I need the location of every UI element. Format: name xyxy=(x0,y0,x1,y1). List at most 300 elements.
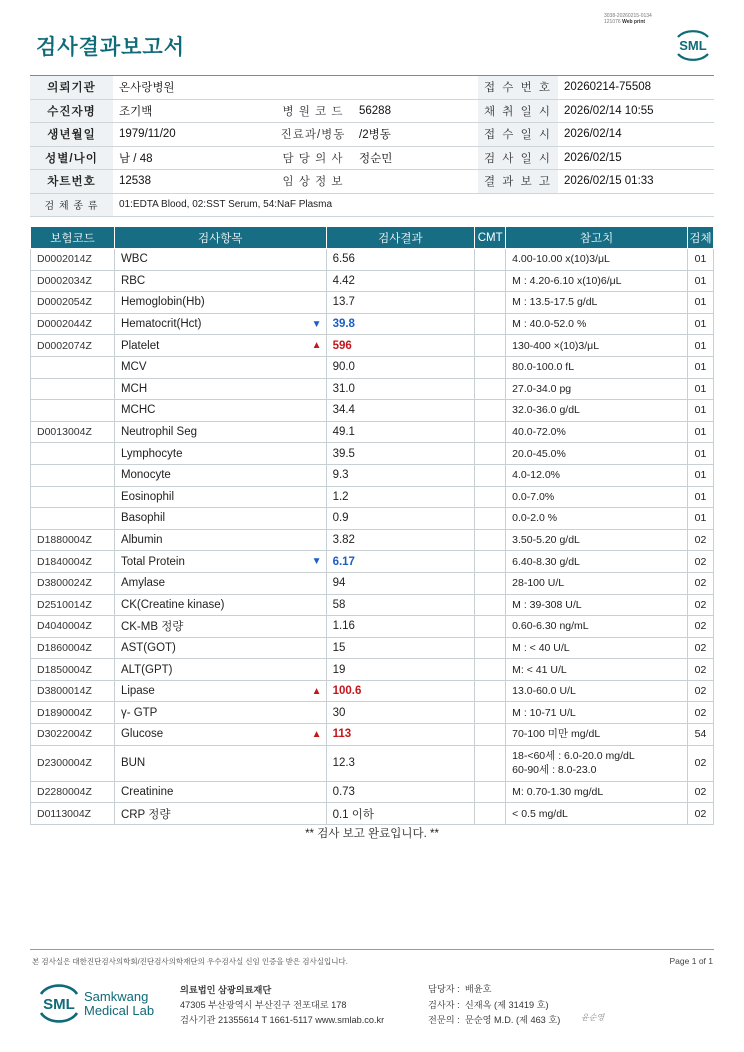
cmt-cell xyxy=(475,616,506,638)
test-name: Amylase xyxy=(120,577,166,590)
low-flag-icon: ▼ xyxy=(311,318,322,330)
specimen-code: 01 xyxy=(687,378,713,400)
test-item xyxy=(114,508,326,530)
specimen-code: 02 xyxy=(687,594,713,616)
result-row xyxy=(31,464,714,486)
result-value: 0.1 이하 xyxy=(332,808,374,821)
test-item xyxy=(114,486,326,508)
result-value: 0.73 xyxy=(332,785,355,798)
test-name: MCH xyxy=(120,382,148,395)
cmt-cell xyxy=(475,529,506,551)
specimen-code: 02 xyxy=(687,572,713,594)
result-row xyxy=(31,292,714,314)
result-row xyxy=(31,594,714,616)
info-label: 병 원 코 드 xyxy=(273,99,353,123)
specimen-code: 02 xyxy=(687,680,713,702)
specimen-code: 01 xyxy=(687,249,713,271)
result-row xyxy=(31,400,714,422)
test-item xyxy=(114,249,326,271)
test-result xyxy=(326,637,475,659)
result-value: 34.4 xyxy=(332,404,355,417)
result-value: 90.0 xyxy=(332,361,355,374)
reference-range: 4.00-10.00 x(10)3/μL xyxy=(506,249,688,271)
cmt-cell xyxy=(475,270,506,292)
insurance-code xyxy=(31,443,115,465)
reference-range: 80.0-100.0 fL xyxy=(506,356,688,378)
specimen-code: 02 xyxy=(687,616,713,638)
result-value: 19 xyxy=(332,663,346,676)
sml-logo xyxy=(672,27,714,63)
reference-range: M : < 40 U/L xyxy=(506,637,688,659)
info-value: 2026/02/15 01:33 xyxy=(558,170,714,194)
info-row xyxy=(30,123,714,147)
test-result xyxy=(326,702,475,724)
info-row xyxy=(30,76,714,100)
test-name: Eosinophil xyxy=(120,490,175,503)
result-value: 1.16 xyxy=(332,620,355,633)
result-value: 13.7 xyxy=(332,296,355,309)
test-name: MCHC xyxy=(120,404,156,417)
info-label xyxy=(273,76,353,100)
specimen-code: 54 xyxy=(687,724,713,746)
specimen-code: 02 xyxy=(687,529,713,551)
cmt-cell xyxy=(475,803,506,825)
result-value: 39.5 xyxy=(332,447,355,460)
corp-info: 의료법인 삼광의료재단 47305 부산광역시 부산진구 전포대로 178 검사기관 21355614 T 1661-5117 www.smlab.co.kr xyxy=(180,985,385,1025)
test-item xyxy=(114,335,326,357)
test-item xyxy=(114,781,326,803)
insurance-code: D1840004Z xyxy=(31,551,115,573)
result-row xyxy=(31,702,714,724)
test-result xyxy=(326,292,475,314)
insurance-code: D2510014Z xyxy=(31,594,115,616)
specimen-row xyxy=(30,193,714,217)
reference-range: 28-100 U/L xyxy=(506,572,688,594)
test-item xyxy=(114,378,326,400)
reference-range: M : 4.20-6.10 x(10)6/μL xyxy=(506,270,688,292)
svg-text:SML: SML xyxy=(43,996,75,1013)
specimen-code: 02 xyxy=(687,745,713,781)
col-code: 보험코드 xyxy=(31,227,115,249)
result-value: 39.8 xyxy=(332,318,355,331)
reference-range: 40.0-72.0% xyxy=(506,421,688,443)
test-result xyxy=(326,378,475,400)
info-row xyxy=(30,146,714,170)
test-name: Platelet xyxy=(120,339,160,352)
cmt-cell xyxy=(475,400,506,422)
test-result xyxy=(326,803,475,825)
cmt-cell xyxy=(475,781,506,803)
test-item xyxy=(114,292,326,314)
reference-range: 18-<60세 : 6.0-20.0 mg/dL 60-90세 : 8.0-23.0 xyxy=(506,745,688,781)
reference-range: M: < 41 U/L xyxy=(506,659,688,681)
test-item xyxy=(114,443,326,465)
test-name: Lipase xyxy=(120,685,155,698)
specimen-code: 01 xyxy=(687,443,713,465)
results-header xyxy=(31,227,714,249)
footer-divider xyxy=(30,949,714,950)
result-value: 113 xyxy=(332,728,352,741)
test-name: BUN xyxy=(120,757,146,770)
test-result xyxy=(326,724,475,746)
cmt-cell xyxy=(475,356,506,378)
specimen-code: 02 xyxy=(687,659,713,681)
result-row xyxy=(31,529,714,551)
page-number: Page 1 of 1 xyxy=(669,956,713,966)
reference-range: 0.0-7.0% xyxy=(506,486,688,508)
high-flag-icon: ▲ xyxy=(311,340,322,352)
result-row xyxy=(31,616,714,638)
cmt-cell xyxy=(475,292,506,314)
result-row xyxy=(31,803,714,825)
reference-range: 27.0-34.0 pg xyxy=(506,378,688,400)
result-value: 6.56 xyxy=(332,253,355,266)
reference-range: 130-400 ×(10)3/μL xyxy=(506,335,688,357)
insurance-code xyxy=(31,400,115,422)
info-label: 의뢰기관 xyxy=(30,76,113,100)
reference-range: M : 10-71 U/L xyxy=(506,702,688,724)
test-item xyxy=(114,637,326,659)
result-row xyxy=(31,486,714,508)
info-label: 수진자명 xyxy=(30,99,113,123)
result-value: 6.17 xyxy=(332,555,355,568)
result-row xyxy=(31,572,714,594)
info-value: 조기백 xyxy=(113,99,273,123)
test-item xyxy=(114,421,326,443)
test-item xyxy=(114,551,326,573)
cmt-cell xyxy=(475,421,506,443)
test-result xyxy=(326,486,475,508)
col-cmt: CMT xyxy=(475,227,506,249)
test-name: RBC xyxy=(120,274,146,287)
test-item xyxy=(114,356,326,378)
result-row xyxy=(31,508,714,530)
cmt-cell xyxy=(475,378,506,400)
test-name: Total Protein xyxy=(120,555,185,568)
reference-range: < 0.5 mg/dL xyxy=(506,803,688,825)
info-value xyxy=(353,76,478,100)
test-name: WBC xyxy=(120,253,148,266)
insurance-code xyxy=(31,508,115,530)
info-label: 생년월일 xyxy=(30,123,113,147)
specimen-code: 01 xyxy=(687,464,713,486)
test-item xyxy=(114,702,326,724)
result-row xyxy=(31,551,714,573)
insurance-code xyxy=(31,486,115,508)
cmt-cell xyxy=(475,659,506,681)
info-label: 진료과/병동 xyxy=(273,123,353,147)
print-id: 3038-20260215-0134 121076 Web print xyxy=(604,13,652,25)
test-item xyxy=(114,400,326,422)
test-item xyxy=(114,659,326,681)
specimen-code: 02 xyxy=(687,702,713,724)
high-flag-icon: ▲ xyxy=(311,729,322,741)
result-row xyxy=(31,659,714,681)
result-row xyxy=(31,781,714,803)
test-name: Hemoglobin(Hb) xyxy=(120,296,205,309)
info-value: 2026/02/14 xyxy=(558,123,714,147)
result-value: 58 xyxy=(332,598,346,611)
insurance-code: D0113004Z xyxy=(31,803,115,825)
result-row xyxy=(31,724,714,746)
result-row xyxy=(31,313,714,335)
result-row xyxy=(31,637,714,659)
info-value: 2026/02/15 xyxy=(558,146,714,170)
cmt-cell xyxy=(475,551,506,573)
insurance-code: D4040004Z xyxy=(31,616,115,638)
info-value: 2026/02/14 10:55 xyxy=(558,99,714,123)
reference-range: 13.0-60.0 U/L xyxy=(506,680,688,702)
result-value: 12.3 xyxy=(332,757,355,770)
brand-name: Samkwang Medical Lab xyxy=(84,989,155,1018)
test-result xyxy=(326,745,475,781)
test-result xyxy=(326,680,475,702)
insurance-code: D0002074Z xyxy=(31,335,115,357)
test-name: Hematocrit(Hct) xyxy=(120,318,202,331)
test-result xyxy=(326,249,475,271)
result-value: 9.3 xyxy=(332,469,349,482)
test-item xyxy=(114,616,326,638)
result-row xyxy=(31,745,714,781)
specimen-code: 01 xyxy=(687,313,713,335)
cmt-cell xyxy=(475,637,506,659)
specimen-label: 검 체 종 류 xyxy=(30,193,113,217)
result-value: 15 xyxy=(332,641,346,654)
test-result xyxy=(326,421,475,443)
test-item xyxy=(114,680,326,702)
insurance-code: D2300004Z xyxy=(31,745,115,781)
specimen-code: 01 xyxy=(687,400,713,422)
info-label: 접 수 일 시 xyxy=(478,123,558,147)
cmt-cell xyxy=(475,335,506,357)
insurance-code: D3800014Z xyxy=(31,680,115,702)
info-label: 담 당 의 사 xyxy=(273,146,353,170)
info-value: 56288 xyxy=(353,99,478,123)
info-value: 남 / 48 xyxy=(113,146,273,170)
result-value: 3.82 xyxy=(332,534,355,547)
test-name: Neutrophil Seg xyxy=(120,426,198,439)
test-result xyxy=(326,781,475,803)
test-result xyxy=(326,508,475,530)
insurance-code: D3022004Z xyxy=(31,724,115,746)
info-label: 임 상 정 보 xyxy=(273,170,353,194)
specimen-code: 02 xyxy=(687,803,713,825)
test-name: Glucose xyxy=(120,728,164,741)
test-result xyxy=(326,551,475,573)
test-result xyxy=(326,594,475,616)
info-value xyxy=(353,170,478,194)
test-name: ALT(GPT) xyxy=(120,663,173,676)
info-value: /2병동 xyxy=(353,123,478,147)
insurance-code: D1880004Z xyxy=(31,529,115,551)
test-result xyxy=(326,400,475,422)
high-flag-icon: ▲ xyxy=(311,685,322,697)
signature: 윤순영 xyxy=(581,1013,605,1022)
cmt-cell xyxy=(475,464,506,486)
test-item xyxy=(114,464,326,486)
staff-info: 담당자 : 배윤호 검사자 : 신재옥 (제 31419 호) 전문의 : 문순영 M.D. (제 463 호) xyxy=(428,984,561,1025)
specimen-code: 02 xyxy=(687,781,713,803)
test-name: CK-MB 정량 xyxy=(120,621,184,634)
test-name: Creatinine xyxy=(120,785,174,798)
info-value: 1979/11/20 xyxy=(113,123,273,147)
specimen-code: 01 xyxy=(687,508,713,530)
test-result xyxy=(326,616,475,638)
test-name: Basophil xyxy=(120,512,166,525)
result-value: 4.42 xyxy=(332,274,355,287)
info-label: 차트번호 xyxy=(30,170,113,194)
test-result xyxy=(326,443,475,465)
test-result xyxy=(326,464,475,486)
col-result: 검사결과 xyxy=(326,227,475,249)
cmt-cell xyxy=(475,508,506,530)
cmt-cell xyxy=(475,249,506,271)
reference-range: M: 0.70-1.30 mg/dL xyxy=(506,781,688,803)
reference-range: 6.40-8.30 g/dL xyxy=(506,551,688,573)
reference-range: 3.50-5.20 g/dL xyxy=(506,529,688,551)
cmt-cell xyxy=(475,486,506,508)
test-name: Monocyte xyxy=(120,469,171,482)
col-ref: 참고치 xyxy=(506,227,688,249)
cmt-cell xyxy=(475,745,506,781)
info-label: 채 취 일 시 xyxy=(478,99,558,123)
insurance-code: D1850004Z xyxy=(31,659,115,681)
test-item xyxy=(114,803,326,825)
reference-range: 0.60-6.30 ng/mL xyxy=(506,616,688,638)
info-value: 온사랑병원 xyxy=(113,76,273,100)
result-row xyxy=(31,680,714,702)
specimen-code: 02 xyxy=(687,637,713,659)
test-name: γ- GTP xyxy=(120,706,158,719)
col-item: 검사항목 xyxy=(114,227,326,249)
result-row xyxy=(31,421,714,443)
info-row xyxy=(30,99,714,123)
accreditation-note: 본 검사실은 대한진단검사의학회/진단검사의학재단의 우수검사실 신임 인증을 받은 검사실입니다. xyxy=(32,957,348,966)
specimen-code: 01 xyxy=(687,292,713,314)
test-item xyxy=(114,745,326,781)
info-value: 정순민 xyxy=(353,146,478,170)
result-value: 94 xyxy=(332,577,346,590)
svg-text:SML: SML xyxy=(679,38,707,53)
insurance-code: D1890004Z xyxy=(31,702,115,724)
info-label: 접 수 번 호 xyxy=(478,76,558,100)
test-result xyxy=(326,313,475,335)
test-name: CRP 정량 xyxy=(120,808,171,821)
result-row xyxy=(31,335,714,357)
patient-info-table xyxy=(30,75,714,217)
insurance-code: D0002044Z xyxy=(31,313,115,335)
test-result xyxy=(326,356,475,378)
cmt-cell xyxy=(475,724,506,746)
test-item xyxy=(114,270,326,292)
result-row xyxy=(31,249,714,271)
reference-range: 20.0-45.0% xyxy=(506,443,688,465)
reference-range: M : 39-308 U/L xyxy=(506,594,688,616)
insurance-code: D0002054Z xyxy=(31,292,115,314)
insurance-code: D0013004Z xyxy=(31,421,115,443)
insurance-code xyxy=(31,464,115,486)
specimen-code: 01 xyxy=(687,421,713,443)
col-spec: 검체 xyxy=(687,227,713,249)
result-value: 1.2 xyxy=(332,490,349,503)
specimen-value: 01:EDTA Blood, 02:SST Serum, 54:NaF Plasma xyxy=(113,193,714,217)
low-flag-icon: ▼ xyxy=(311,556,322,568)
cmt-cell xyxy=(475,313,506,335)
result-value: 31.0 xyxy=(332,382,355,395)
test-item xyxy=(114,724,326,746)
insurance-code: D3800024Z xyxy=(31,572,115,594)
info-row xyxy=(30,170,714,194)
reference-range: 32.0-36.0 g/dL xyxy=(506,400,688,422)
test-result xyxy=(326,659,475,681)
reference-range: 70-100 미만 mg/dL xyxy=(506,724,688,746)
info-label: 성별/나이 xyxy=(30,146,113,170)
result-row xyxy=(31,356,714,378)
result-value: 0.9 xyxy=(332,512,349,525)
result-row xyxy=(31,443,714,465)
test-item xyxy=(114,313,326,335)
test-item xyxy=(114,594,326,616)
info-label: 검 사 일 시 xyxy=(478,146,558,170)
specimen-code: 01 xyxy=(687,356,713,378)
test-result xyxy=(326,335,475,357)
test-result xyxy=(326,529,475,551)
test-item xyxy=(114,529,326,551)
cmt-cell xyxy=(475,680,506,702)
cmt-cell xyxy=(475,443,506,465)
info-value: 20260214-75508 xyxy=(558,76,714,100)
insurance-code: D2280004Z xyxy=(31,781,115,803)
insurance-code: D0002034Z xyxy=(31,270,115,292)
test-name: MCV xyxy=(120,361,147,374)
reference-range: 0.0-2.0 % xyxy=(506,508,688,530)
completion-note: ** 검사 보고 완료입니다. ** xyxy=(305,828,439,840)
result-row xyxy=(31,270,714,292)
page-title: 검사결과보고서 xyxy=(36,35,186,59)
specimen-code: 01 xyxy=(687,335,713,357)
results-table xyxy=(30,226,714,825)
test-name: AST(GOT) xyxy=(120,641,176,654)
specimen-code: 01 xyxy=(687,486,713,508)
test-name: CK(Creatine kinase) xyxy=(120,598,225,611)
insurance-code: D1860004Z xyxy=(31,637,115,659)
test-name: Albumin xyxy=(120,534,163,547)
test-result xyxy=(326,270,475,292)
info-value: 12538 xyxy=(113,170,273,194)
info-label: 결 과 보 고 xyxy=(478,170,558,194)
reference-range: M : 40.0-52.0 % xyxy=(506,313,688,335)
reference-range: 4.0-12.0% xyxy=(506,464,688,486)
insurance-code xyxy=(31,356,115,378)
test-item xyxy=(114,572,326,594)
insurance-code xyxy=(31,378,115,400)
cmt-cell xyxy=(475,594,506,616)
cmt-cell xyxy=(475,572,506,594)
reference-range: M : 13.5-17.5 g/dL xyxy=(506,292,688,314)
cmt-cell xyxy=(475,702,506,724)
insurance-code: D0002014Z xyxy=(31,249,115,271)
specimen-code: 01 xyxy=(687,270,713,292)
test-result xyxy=(326,572,475,594)
result-value: 30 xyxy=(332,706,346,719)
sml-footer-logo xyxy=(36,982,82,1024)
specimen-code: 02 xyxy=(687,551,713,573)
test-name: Lymphocyte xyxy=(120,447,183,460)
result-value: 596 xyxy=(332,339,352,352)
result-value: 100.6 xyxy=(332,685,362,698)
result-value: 49.1 xyxy=(332,426,355,439)
result-row xyxy=(31,378,714,400)
